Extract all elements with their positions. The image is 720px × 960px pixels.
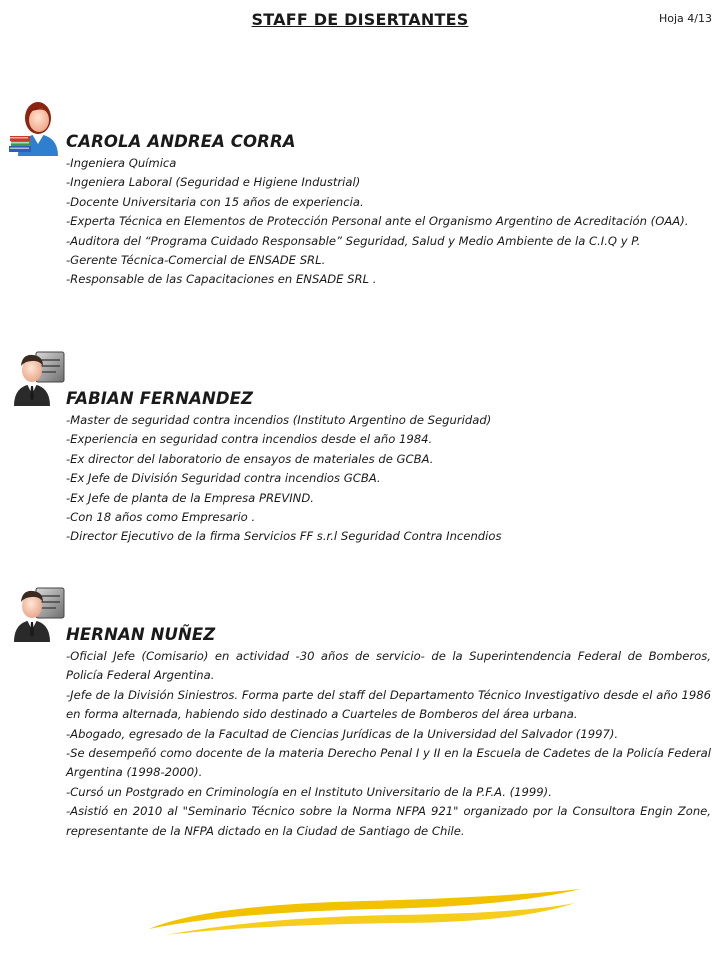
speaker-credentials xyxy=(66,647,711,841)
male-presenter-avatar-icon xyxy=(8,584,66,642)
credential-line: -Cursó un Postgrado en Criminología en el Instituto Universitario de la P.F.A. (1999). xyxy=(66,784,552,799)
speaker-name: HERNAN NUÑEZ xyxy=(66,625,216,644)
credential-line: -Ex Jefe de División Seguridad contra incendios GCBA. xyxy=(66,471,381,486)
credential-line: -Asistió en 2010 al "Seminario Técnico sobre la Norma NFPA 921" organizado por la Consultora Engin Zone, representante de la NFPA dictado en la Ciudad de Santiago de Chile. xyxy=(66,804,711,838)
speaker-name: FABIAN FERNANDEZ xyxy=(66,389,254,408)
speaker-block xyxy=(66,625,711,841)
credential-line: -Ex Jefe de planta de la Empresa PREVIND. xyxy=(66,490,314,505)
credential-line: -Ingeniera Laboral (Seguridad e Higiene Industrial) xyxy=(66,175,361,190)
decorative-swoosh xyxy=(145,885,585,940)
speaker-credentials xyxy=(66,411,711,547)
credential-line: -Gerente Técnica-Comercial de ENSADE SRL. xyxy=(66,253,326,268)
speaker-name: CAROLA ANDREA CORRA xyxy=(66,132,296,151)
credential-line: -Jefe de la División Siniestros. Forma parte del staff del Departamento Técnico Investigativo desde el año 1986 en forma alternada, habiendo sido destinado a Cuarteles de Bomberos del área urbana. xyxy=(66,687,711,722)
credential-line: -Master de seguridad contra incendios (Instituto Argentino de Seguridad) xyxy=(66,413,492,427)
credential-line: -Experiencia en seguridad contra incendios desde el año 1984. xyxy=(66,432,433,447)
credential-line: -Auditora del “Programa Cuidado Responsable” Seguridad, Salud y Medio Ambiente de la C.I.Q y P. xyxy=(66,233,641,248)
credential-line: -Abogado, egresado de la Facultad de Ciencias Jurídicas de la Universidad del Salvador (1997). xyxy=(66,726,619,741)
female-teacher-avatar-icon xyxy=(8,98,66,156)
credential-line: -Experta Técnica en Elementos de Protección Personal ante el Organismo Argentino de Acreditación (OAA). xyxy=(66,214,689,229)
credential-line: -Responsable de las Capacitaciones en ENSADE SRL . xyxy=(66,272,377,287)
credential-line: -Se desempeñó como docente de la materia Derecho Penal I y II en la Escuela de Cadetes de la Policía Federal Argentina (1998-2000). xyxy=(66,746,711,780)
page-number: Hoja 4/13 xyxy=(659,12,712,25)
male-presenter-avatar-icon xyxy=(8,348,66,406)
credential-line: -Docente Universitaria con 15 años de experiencia. xyxy=(66,194,364,209)
page-title: STAFF DE DISERTANTES xyxy=(251,10,469,29)
speaker-block xyxy=(66,389,711,547)
credential-line: -Director Ejecutivo de la firma Servicios FF s.r.l Seguridad Contra Incendios xyxy=(66,529,502,544)
credential-line: -Con 18 años como Empresario . xyxy=(66,510,256,525)
credential-line: -Ingeniera Química xyxy=(66,156,177,170)
speaker-block xyxy=(66,132,711,290)
credential-line: -Oficial Jefe (Comisario) en actividad -30 años de servicio- de la Superintendencia Federal de Bomberos, Policía Federal Argentina. xyxy=(66,649,711,683)
credential-line: -Ex director del laboratorio de ensayos de materiales de GCBA. xyxy=(66,451,434,466)
speaker-credentials xyxy=(66,154,711,290)
